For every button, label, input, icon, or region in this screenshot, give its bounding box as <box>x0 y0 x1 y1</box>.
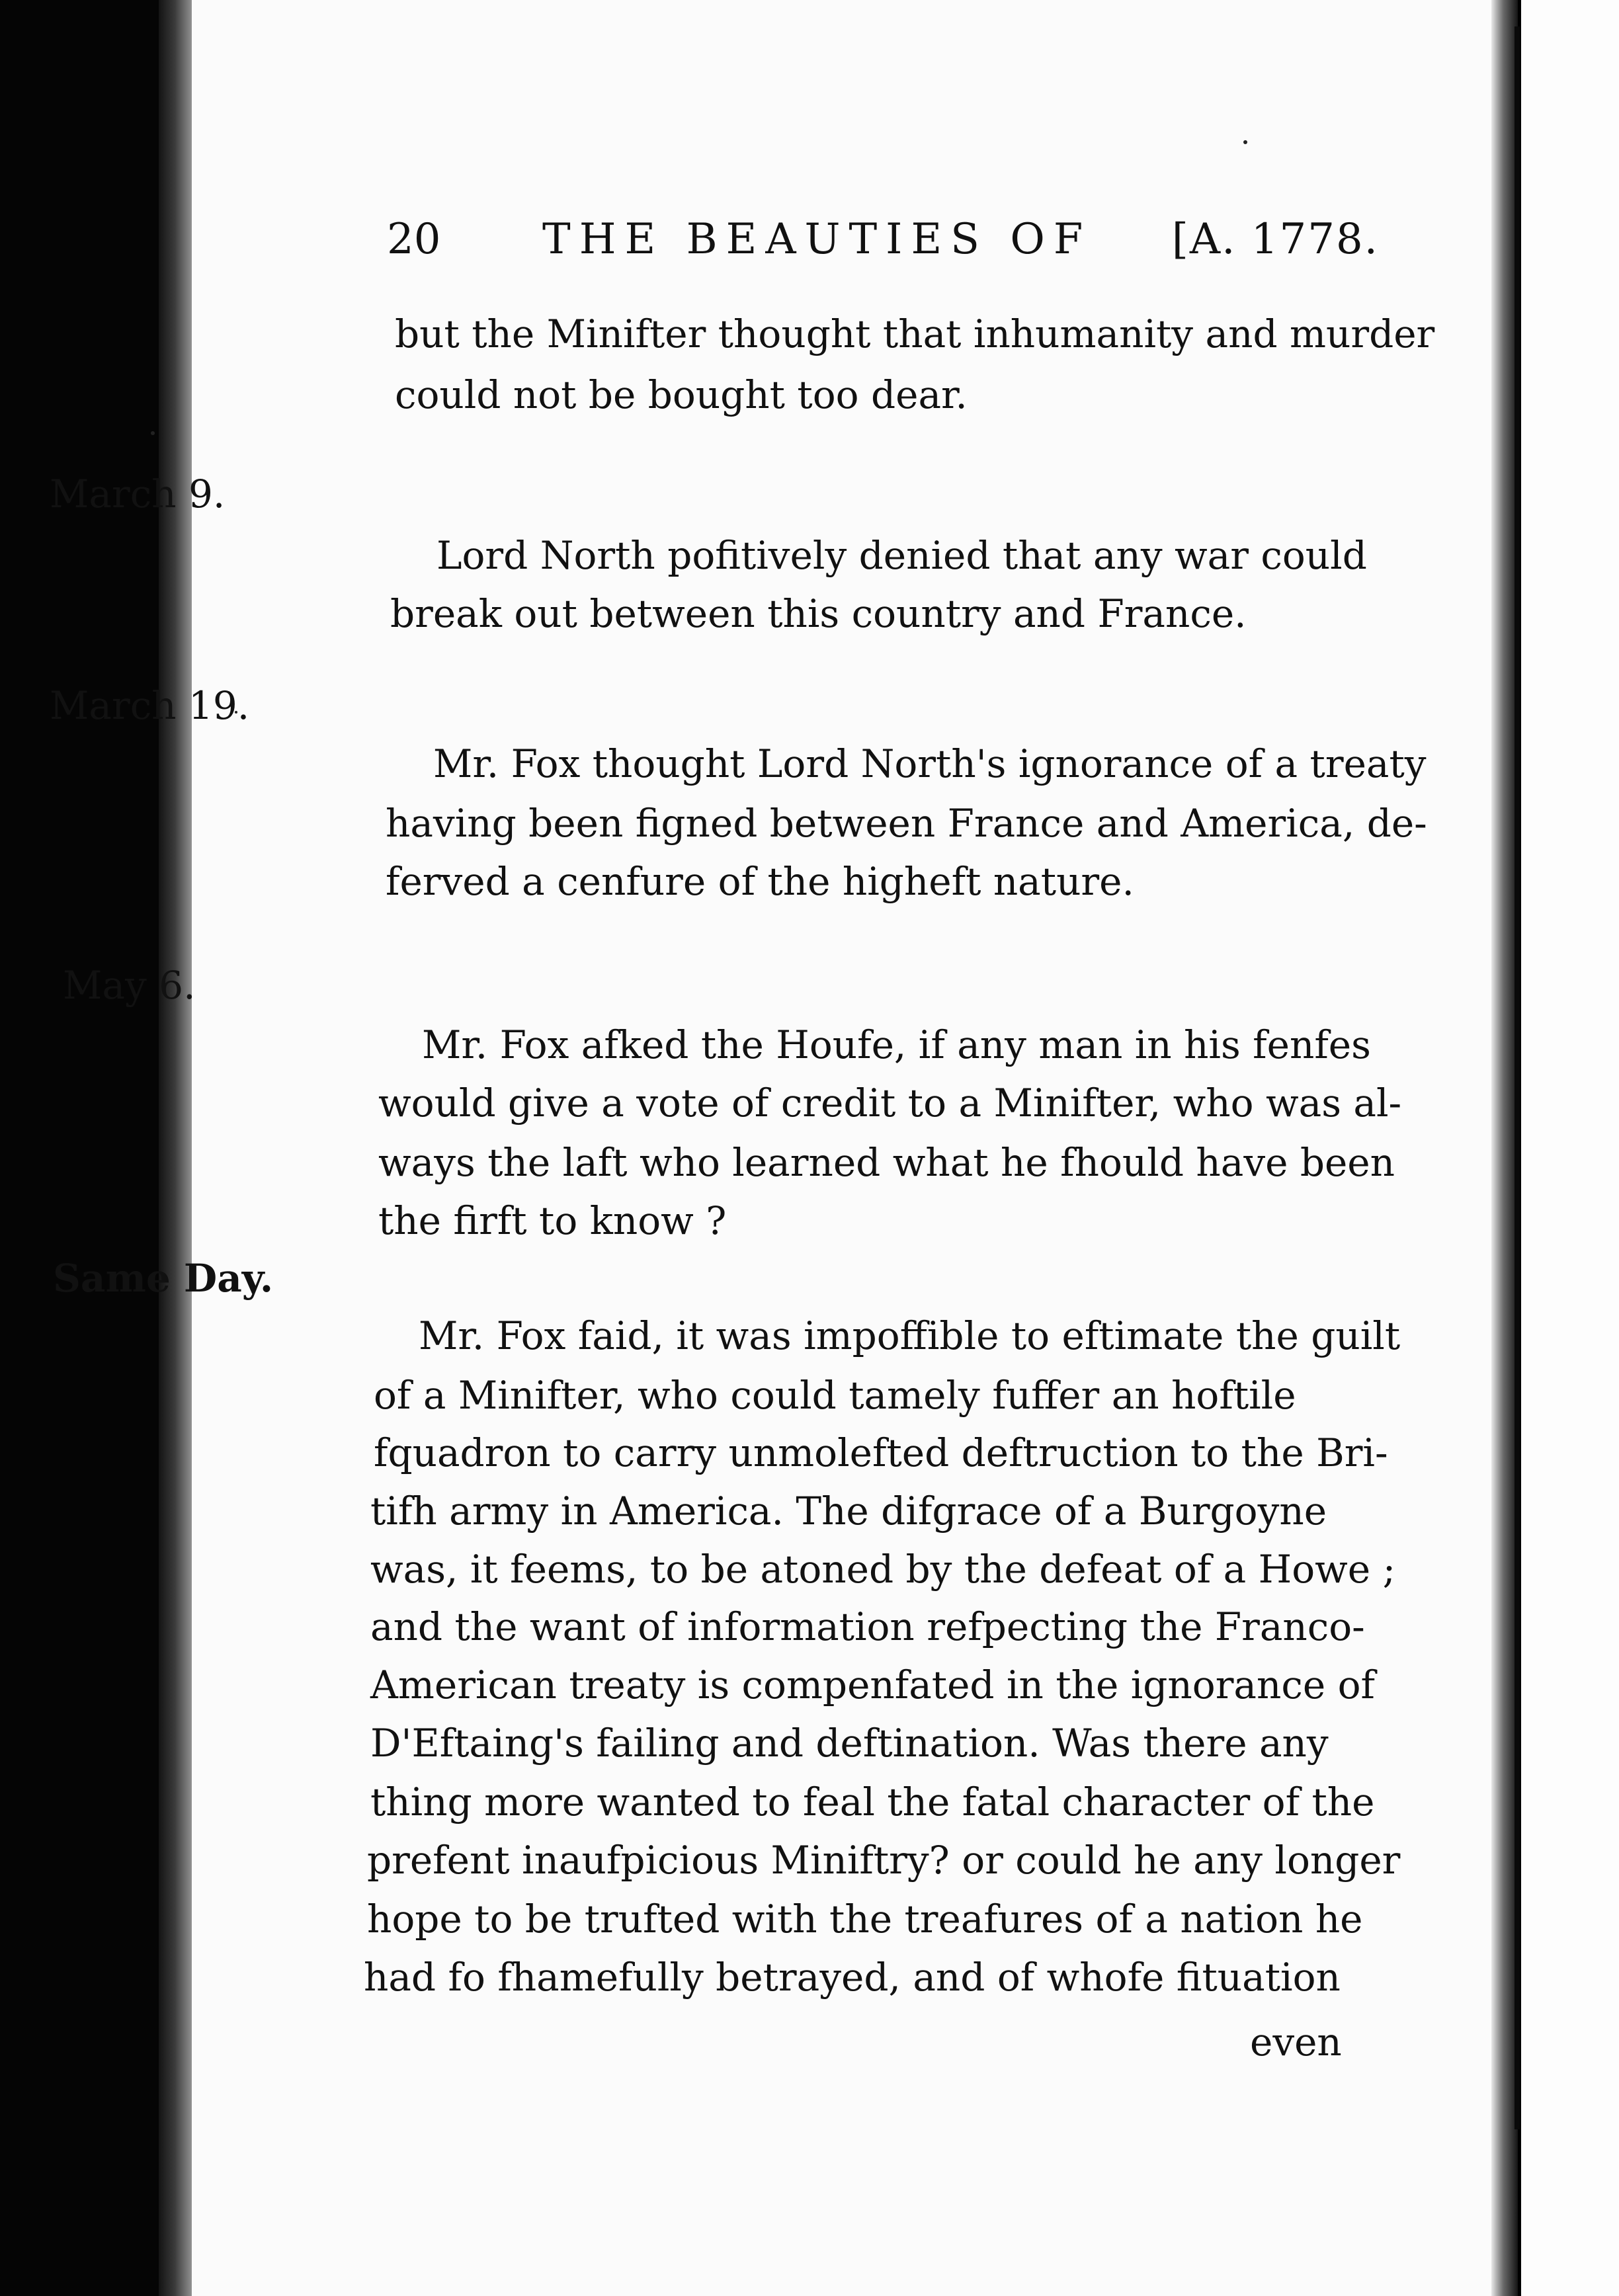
ink-speck <box>1243 140 1247 144</box>
running-header <box>387 215 1379 274</box>
page-edge-shadow <box>1491 0 1518 2296</box>
text-line: ferved a cenfure of the higheft nature. <box>386 859 1134 904</box>
text-line: fquadron to carry unmolefted deftruction to the Bri- <box>374 1430 1388 1475</box>
adjacent-page <box>1521 0 1619 2296</box>
text-line: hope to be trufted with the treafures of a nation he <box>367 1897 1363 1942</box>
text-line: Lord North pofitively denied that any war could <box>436 533 1367 578</box>
adjacent-page-edge <box>1515 26 1520 2129</box>
text-line: tifh army in America. The difgrace of a Burgoyne <box>370 1489 1327 1534</box>
catchword: even <box>1250 2020 1342 2065</box>
running-title: THE BEAUTIES OF <box>542 215 1092 264</box>
text-line: ways the laft who learned what he fhould have been <box>378 1140 1395 1185</box>
text-line: of a Minifter, who could tamely fuffer an hoftile <box>374 1373 1296 1418</box>
text-line: break out between this country and France. <box>390 591 1247 636</box>
date-heading: March 9. <box>50 472 226 516</box>
date-heading: Same Day. <box>53 1256 274 1301</box>
text-line: Mr. Fox thought Lord North's ignorance of a treaty <box>433 741 1427 786</box>
text-line: had fo fhamefully betrayed, and of whofe fituation <box>364 1955 1341 2000</box>
text-line: D'Eftaing's failing and deftination. Was there any <box>370 1721 1329 1766</box>
year-marker: [A. 1778. <box>1171 215 1379 264</box>
text-line: thing more wanted to feal the fatal character of the <box>370 1780 1375 1824</box>
text-line: but the Minifter thought that inhumanity and murder <box>395 311 1435 356</box>
text-line: was, it feems, to be atoned by the defeat of a Howe ; <box>370 1547 1396 1592</box>
date-heading: May 6. <box>63 963 196 1008</box>
page-number: 20 <box>387 215 441 264</box>
text-line: prefent inaufpicious Miniftry? or could he any longer <box>367 1838 1401 1883</box>
text-line: and the want of information refpecting the Franco- <box>370 1604 1365 1649</box>
text-line: could not be bought too dear. <box>395 372 968 417</box>
text-line: Mr. Fox afked the Houfe, if any man in his fenfes <box>422 1022 1371 1067</box>
text-line: Mr. Fox faid, it was impoffible to eftimate the guilt <box>419 1313 1401 1358</box>
date-heading: March 19. <box>50 683 250 728</box>
text-line: the firft to know ? <box>378 1198 727 1243</box>
text-line: American treaty is compenfated in the ignorance of <box>370 1662 1375 1707</box>
ink-speck <box>151 431 155 435</box>
text-line: having been figned between France and America, de- <box>386 801 1427 846</box>
text-line: would give a vote of credit to a Minifter, who was al- <box>378 1081 1402 1126</box>
book-binding <box>0 0 159 2296</box>
